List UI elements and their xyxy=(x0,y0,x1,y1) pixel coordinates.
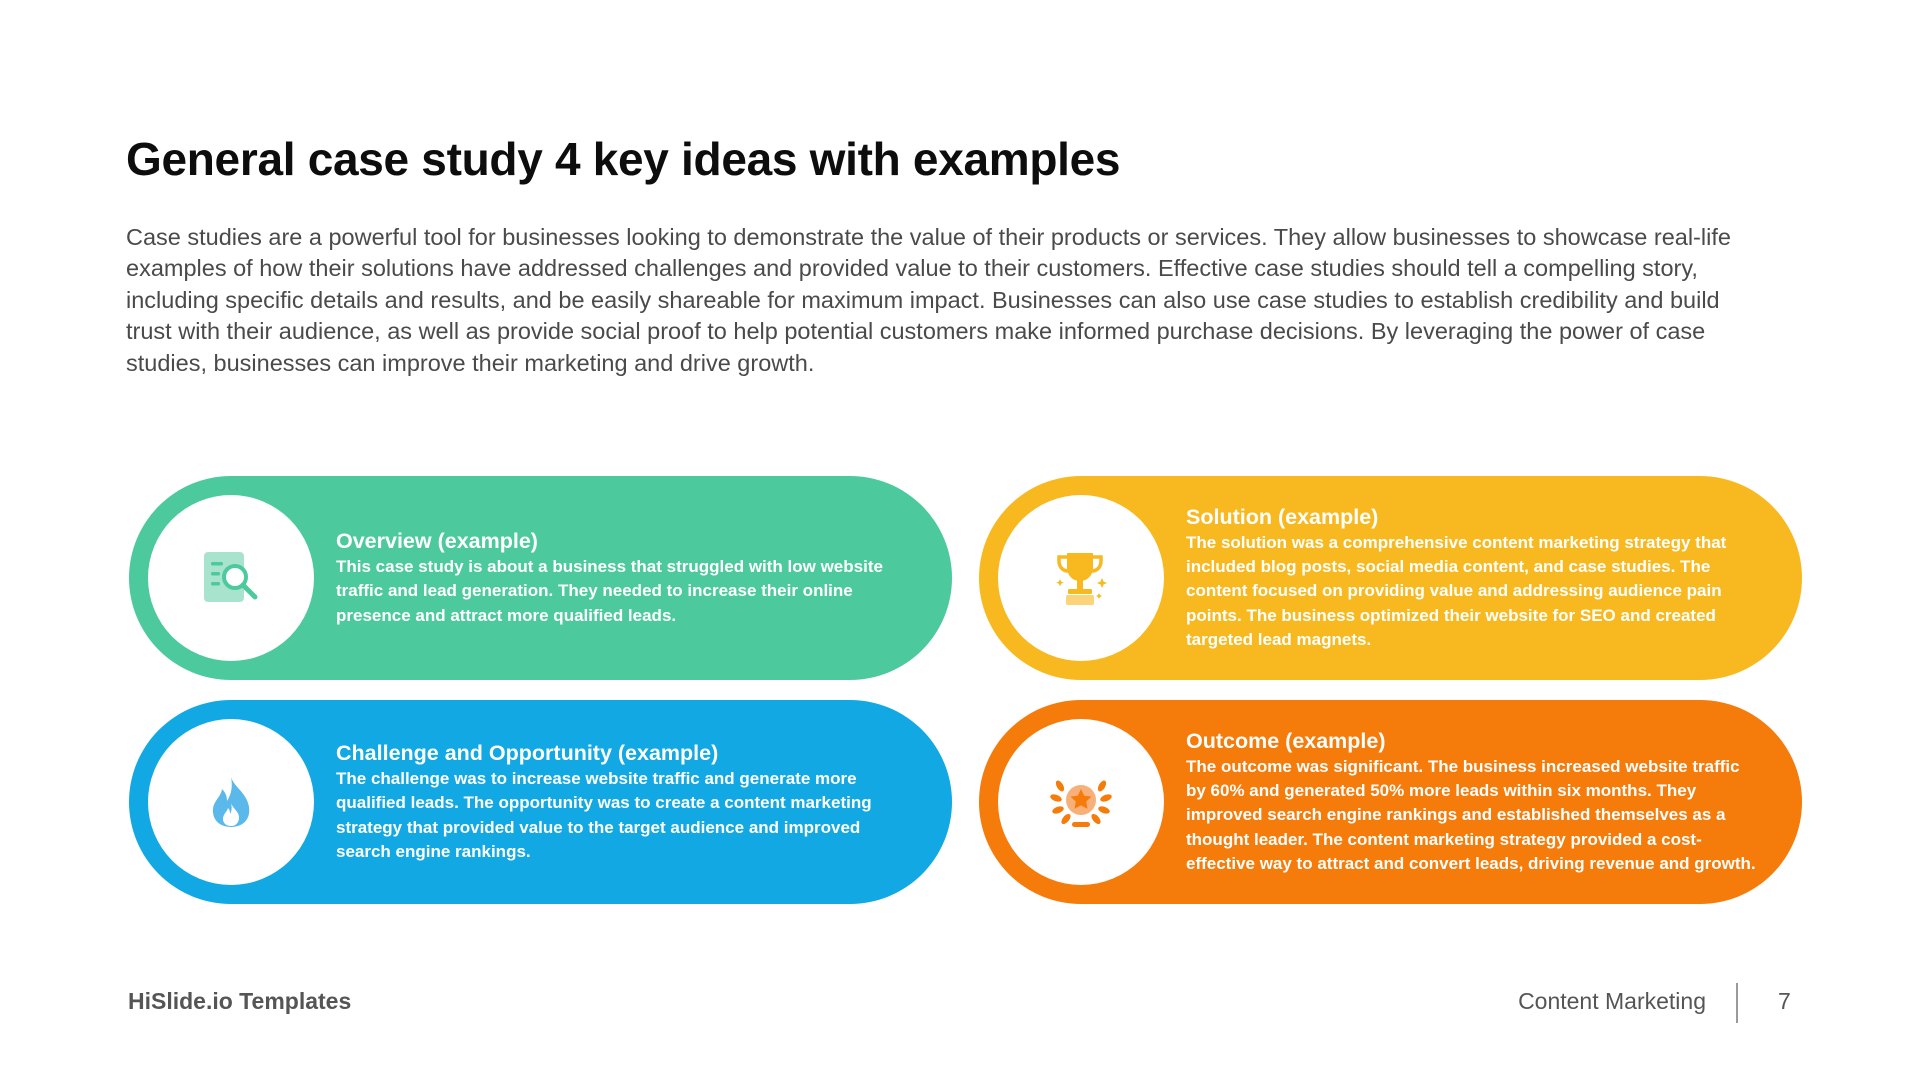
page-title: General case study 4 key ideas with examples xyxy=(126,133,1121,185)
outcome-card xyxy=(979,700,1802,904)
solution-card xyxy=(979,476,1802,680)
search-document-icon xyxy=(201,550,261,606)
challenge-icon-circle xyxy=(148,719,314,885)
page-number: 7 xyxy=(1778,988,1791,1014)
solution-icon-circle xyxy=(998,495,1164,661)
outcome-title: Outcome (example) xyxy=(1186,728,1386,753)
challenge-body: The challenge was to increase website traffic and generate more qualified leads. The opportunity was to create a content marketing strategy that provided value to the target audience and improved search engine rankings. xyxy=(336,769,872,861)
solution-title: Solution (example) xyxy=(1186,504,1379,529)
flame-icon xyxy=(209,775,253,829)
overview-title: Overview (example) xyxy=(336,529,538,554)
outcome-body: The outcome was significant. The business increased website traffic by 60% and generated 50% more leads within six months. They improved search engine rankings and established themselves as a thought leader. The content marketing strategy provided a cost-effective way to attract and convert leads, driving revenue and growth. xyxy=(1186,756,1756,873)
overview-card xyxy=(129,476,952,680)
footer-section-name: Content Marketing xyxy=(1518,988,1706,1014)
overview-icon-circle xyxy=(148,495,314,661)
intro-paragraph: Case studies are a powerful tool for businesses looking to demonstrate the value of their products or services. They allow businesses to showcase real-life examples of how their solutions have addressed challenges and provided value to their customers. Effective case studies should tell a compelling story, including specific details and results, and be easily shareable for maximum impact. Businesses can also use case studies to establish credibility and build trust with their audience, as well as provide social proof to help potential customers make informed purchase decisions. By leveraging the power of case studies, businesses can improve their marketing and drive growth. xyxy=(126,224,1731,376)
challenge-card xyxy=(129,700,952,904)
solution-body: The solution was a comprehensive content marketing strategy that included blog posts, social media content, and case studies. The content focused on providing value and addressing audience pain points. The business optimized their website for SEO and created targeted lead magnets. xyxy=(1186,532,1727,649)
outcome-icon-circle xyxy=(998,719,1164,885)
overview-body: This case study is about a business that struggled with low website traffic and lead generation. They needed to increase their online presence and attract more qualified leads. xyxy=(336,557,883,625)
laurel-star-icon xyxy=(1050,774,1112,830)
footer-brand: HiSlide.io Templates xyxy=(128,988,352,1014)
trophy-icon xyxy=(1053,549,1109,607)
challenge-title: Challenge and Opportunity (example) xyxy=(336,741,719,766)
footer-divider xyxy=(1736,983,1738,1023)
